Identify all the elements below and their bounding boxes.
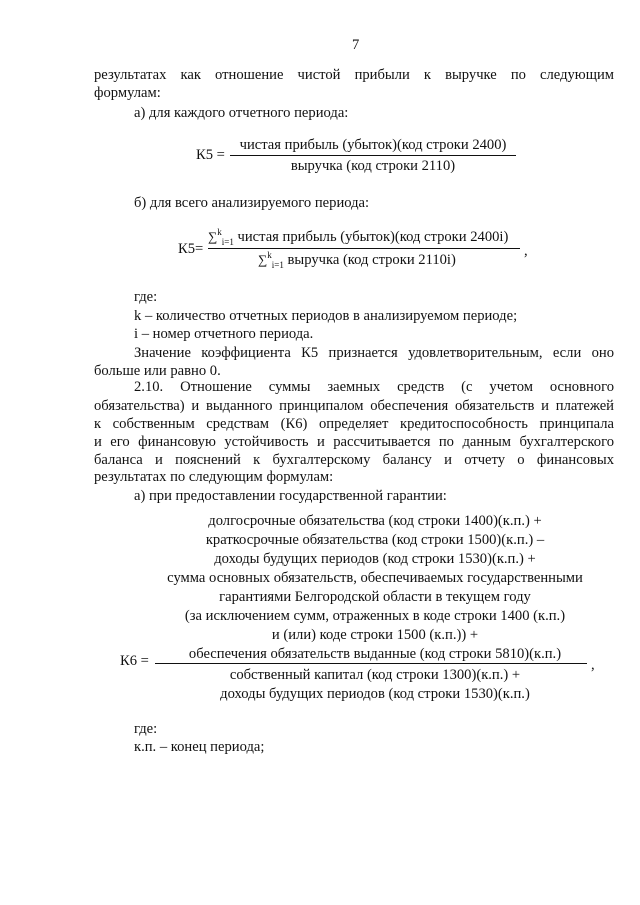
text-line: i – номер отчетного периода.: [134, 326, 314, 342]
fraction-line: [208, 248, 520, 249]
sum-upper: k: [267, 250, 272, 261]
text-line: где:: [134, 721, 158, 737]
text-line: больше или равно 0.: [94, 363, 221, 379]
text-line: 2.10. Отношение суммы заемных средств (с учетом основного: [134, 379, 614, 395]
formula-numerator-line: гарантиями Белгородской области в текущем году: [219, 589, 531, 605]
text-line: а) для каждого отчетного периода:: [134, 105, 349, 121]
formula-numerator-line: долгосрочные обязательства (код строки 1400)(к.п.) +: [208, 513, 542, 529]
text-line: б) для всего анализируемого периода:: [134, 195, 370, 211]
formula-trail: ,: [524, 243, 528, 259]
formula-lhs: К5 =: [196, 147, 225, 163]
formula-numerator-line: (за исключением сумм, отраженных в коде строки 1400 (к.п.): [184, 608, 566, 624]
formula-lhs: К6 =: [120, 653, 149, 669]
formula-numerator: чистая прибыль (убыток)(код строки 2400): [239, 137, 507, 153]
fraction-line: [155, 663, 587, 664]
fraction-line: [230, 155, 516, 156]
formula-numerator-line: сумма основных обязательств, обеспечиваемых государственными: [167, 570, 583, 586]
text-line: где:: [134, 289, 158, 305]
formula-numerator-line: краткосрочные обязательства (код строки 1500)(к.п.) –: [205, 532, 545, 548]
sum-symbol: ∑: [258, 252, 268, 267]
formula-numerator-line: и (или) коде строки 1500 (к.п.)) +: [271, 627, 479, 643]
formula-denominator: [258, 251, 456, 269]
page-number: 7: [352, 37, 360, 53]
text-line: результатах как отношение чистой прибыли к выручке по следующим: [94, 67, 614, 83]
sum-lower: i=1: [271, 259, 284, 270]
text-line: а) при предоставлении государственной гарантии:: [134, 488, 447, 504]
formula-denominator: выручка (код строки 2110): [290, 158, 456, 174]
text-line: формулам:: [94, 85, 161, 101]
sum-symbol: ∑: [208, 229, 218, 244]
formula-denominator-line: доходы будущих периодов (код строки 1530)(к.п.): [220, 686, 530, 702]
formula-numerator-line: обеспечения обязательств выданные (код строки 5810)(к.п.): [188, 646, 562, 662]
sum-upper: k: [217, 227, 222, 238]
text-line: результатах по следующим формулам:: [94, 469, 334, 485]
denominator-text: выручка (код строки 2110i): [287, 252, 456, 268]
text-line: обязательства) и выданного принципалом обеспечения обязательств и платежей: [94, 398, 614, 414]
formula-trail: ,: [591, 657, 595, 673]
numerator-text: чистая прибыль (убыток)(код строки 2400i): [237, 229, 509, 245]
text-line: Значение коэффициента К5 признается удовлетворительным, если оно: [134, 345, 614, 361]
formula-numerator: [208, 228, 508, 246]
formula-lhs: К5=: [178, 241, 204, 257]
formula-denominator-line: собственный капитал (код строки 1300)(к.п.) +: [229, 667, 521, 683]
text-line: и его финансовую устойчивость и рассчитывается по данным бухгалтерского: [94, 434, 614, 450]
text-line: k – количество отчетных периодов в анализируемом периоде;: [134, 308, 518, 324]
text-line: к.п. – конец периода;: [134, 739, 265, 755]
text-line: баланса и пояснений к бухгалтерскому балансу и отчету о финансовых: [94, 452, 614, 468]
formula-numerator-line: доходы будущих периодов (код строки 1530)(к.п.) +: [214, 551, 536, 567]
sum-lower: i=1: [221, 236, 234, 247]
text-line: к собственным средствам (К6) определяет кредитоспособность принципала: [94, 416, 614, 432]
